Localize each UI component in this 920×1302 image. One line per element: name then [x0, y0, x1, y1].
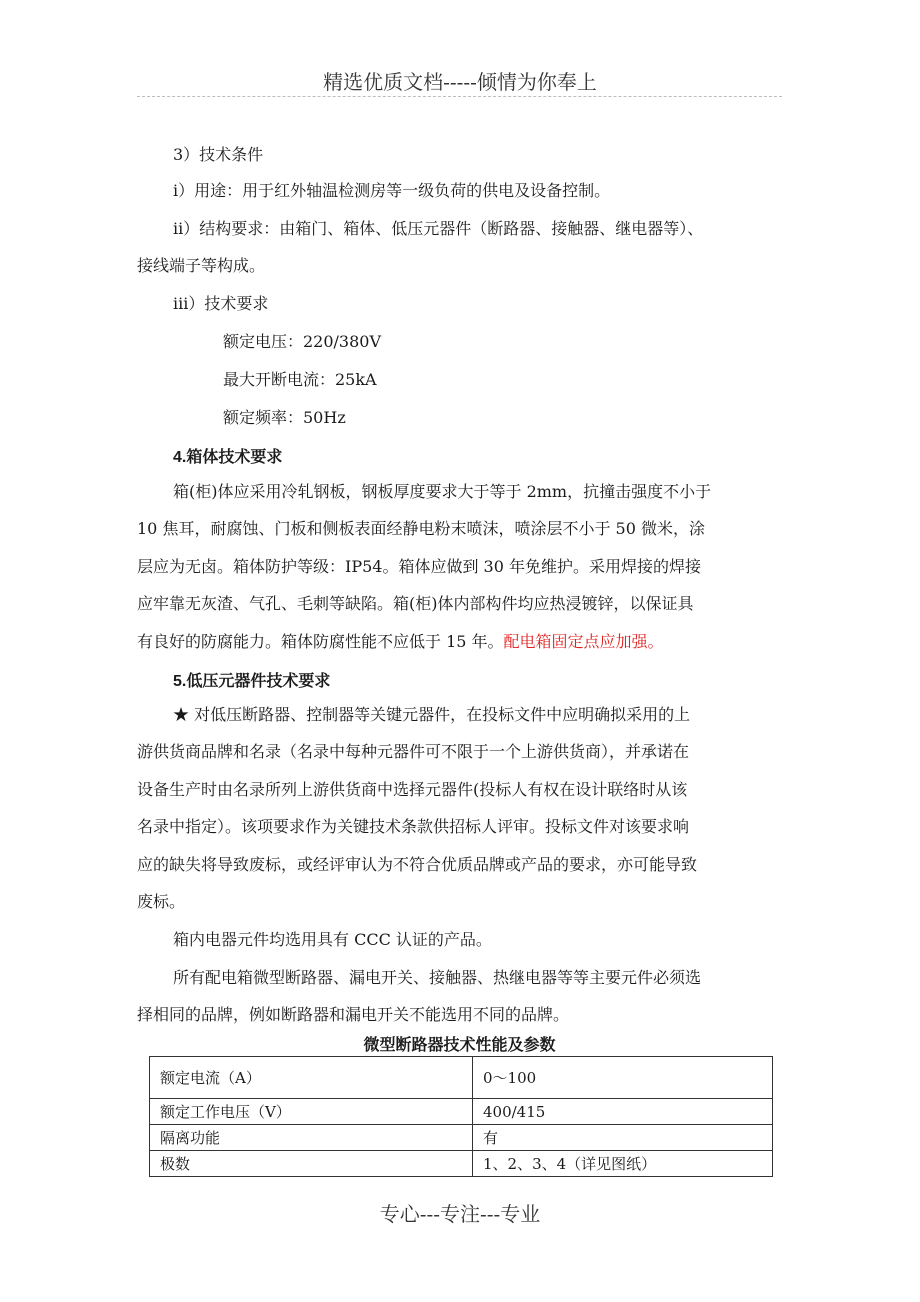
table-cell-value: 1、2、3、4（详见图纸）: [473, 1151, 773, 1177]
enclosure-paragraph-line: 应牢靠无灰渣、气孔、毛刺等缺陷。箱(柜)体内部构件均应热浸镀锌，以保证具: [137, 594, 694, 613]
table-row: [150, 1125, 773, 1151]
enclosure-paragraph-line: 10 焦耳，耐腐蚀、门板和侧板表面经静电粉末喷沫，喷涂层不小于 50 微米，涂: [137, 519, 705, 538]
header-divider: [137, 96, 782, 97]
components-paragraph-line: ★ 对低压断路器、控制器等关键元器件，在投标文件中应明确拟采用的上: [173, 705, 691, 724]
page-header: 精选优质文档-----倾情为你奉上: [323, 70, 597, 94]
section-3-title: 3）技术条件: [173, 145, 264, 164]
rated-frequency: 额定频率：50Hz: [223, 408, 346, 427]
table-cell-value: 0～100: [473, 1057, 773, 1099]
table-cell-key: 极数: [150, 1151, 473, 1177]
enclosure-paragraph-line: 层应为无卤。箱体防护等级：IP54。箱体应做到 30 年免维护。采用焊接的焊接: [137, 557, 701, 576]
table-cell-key: 额定工作电压（V）: [150, 1099, 473, 1125]
components-paragraph-line: 废标。: [137, 892, 186, 911]
rated-voltage: 额定电压：220/380V: [223, 332, 382, 351]
components-paragraph-line: 名录中指定）。该项要求作为关键技术条款供招标人评审。投标文件对该要求响: [137, 817, 690, 836]
table-title: 微型断路器技术性能及参数: [363, 1035, 556, 1054]
brand-requirement-line1: 所有配电箱微型断路器、漏电开关、接触器、热继电器等等主要元件必须选: [173, 968, 702, 987]
usage-paragraph: i）用途：用于红外轴温检测房等一级负荷的供电及设备控制。: [173, 181, 611, 200]
tech-requirements-title: iii）技术要求: [173, 294, 269, 313]
enclosure-highlight-text: 配电箱固定点应加强。: [503, 632, 664, 651]
structure-paragraph-line2: 接线端子等构成。: [137, 256, 266, 275]
enclosure-paragraph-last-line: [137, 629, 664, 652]
ccc-certification-line: 箱内电器元件均选用具有 CCC 认证的产品。: [173, 930, 492, 949]
table-cell-key: 额定电流（A）: [150, 1057, 473, 1099]
section-4-heading: 4.箱体技术要求: [173, 449, 283, 466]
breaker-spec-table: [149, 1056, 773, 1177]
table-cell-value: 400/415: [473, 1099, 773, 1125]
components-paragraph-line: 应的缺失将导致废标，或经评审认为不符合优质品牌或产品的要求，亦可能导致: [137, 855, 698, 874]
max-breaking-current: 最大开断电流：25kA: [223, 370, 377, 389]
table-row: [150, 1057, 773, 1099]
brand-requirement-line2: 择相同的品牌，例如断路器和漏电开关不能选用不同的品牌。: [137, 1005, 570, 1024]
structure-paragraph-line1: ii）结构要求：由箱门、箱体、低压元器件（断路器、接触器、继电器等）、: [173, 219, 704, 238]
table-cell-key: 隔离功能: [150, 1125, 473, 1151]
components-paragraph-line: 设备生产时由名录所列上游供货商中选择元器件(投标人有权在设计联络时从该: [137, 780, 688, 799]
components-paragraph-line: 游供货商品牌和名录（名录中每种元器件可不限于一个上游供货商），并承诺在: [137, 742, 690, 761]
enclosure-corrosion-text: 有良好的防腐能力。箱体防腐性能不应低于 15 年。: [137, 632, 504, 651]
table-row: [150, 1151, 773, 1177]
page-footer: 专心---专注---专业: [379, 1202, 541, 1226]
section-5-heading: 5.低压元器件技术要求: [173, 673, 331, 690]
table-row: [150, 1099, 773, 1125]
table-cell-value: 有: [473, 1125, 773, 1151]
enclosure-paragraph-line: 箱(柜)体应采用冷轧钢板，钢板厚度要求大于等于 2mm，抗撞击强度不小于: [173, 482, 712, 501]
